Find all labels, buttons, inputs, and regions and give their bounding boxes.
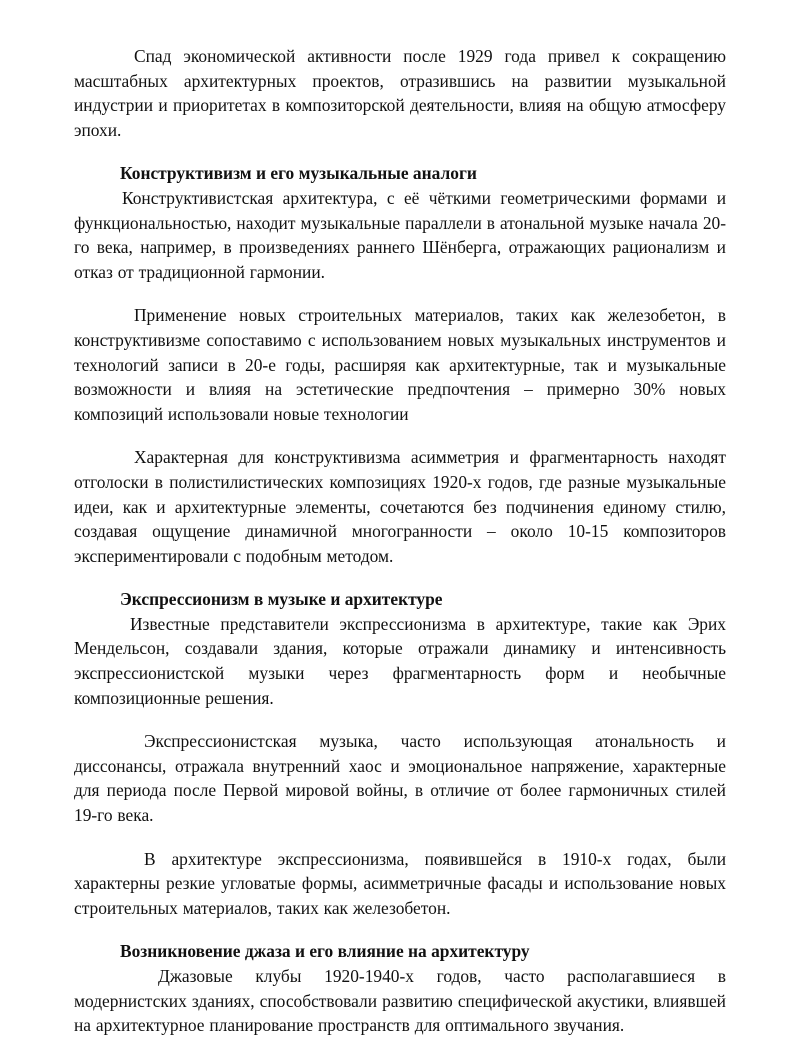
paragraph-expressionist-music: Экспрессионистская музыка, часто использующая атональность и диссонансы, отражала внутренний хаос и эмоциональное напряжение, характерные для периода после Первой мировой войны, в отличие от более гармоничных стилей 19-го века. — [74, 731, 726, 826]
document-page — [74, 44, 726, 1048]
paragraph-jazz-clubs: Джазовые клубы 1920-1940-х годов, часто располагавшиеся в модернистских зданиях, способствовали развитию специфической акустики, влиявшей на архитектурное планирование пространств для оптимального звучания. — [74, 966, 726, 1036]
paragraph-constructivist-architecture: Конструктивистская архитектура, с её чёткими геометрическими формами и функциональностью, находит музыкальные параллели в атональной музыке начала 20-го века, например, в произведениях раннего Шёнберга, отражающих рационализм и отказ от традиционной гармонии. — [74, 187, 726, 282]
paragraph-expressionist-architecture: В архитектуре экспрессионизма, появившейся в 1910-х годах, были характерны резкие угловатые формы, асимметричные фасады и использование новых строительных материалов, таких как железобетон. — [74, 848, 726, 918]
paragraph-expressionist-architects: Известные представители экспрессионизма в архитектуре, такие как Эрих Мендельсон, создавали здания, которые отражали динамику и интенсивность экспрессионистской музыки через фрагментарность форм и необычные композиционные решения. — [74, 613, 726, 708]
heading-jazz: Возникновение джаза и его влияние на архитектуру — [120, 941, 530, 962]
heading-constructivism: Конструктивизм и его музыкальные аналоги — [120, 163, 477, 184]
heading-expressionism: Экспрессионизм в музыке и архитектуре — [120, 589, 443, 610]
paragraph-economic-decline: Спад экономической активности после 1929 года привел к сокращению масштабных архитектурных проектов, отразившись на развитии музыкальной индустрии и приоритетах в композиторской деятельности, влияя на общую атмосферу эпохи. — [74, 46, 726, 140]
paragraph-asymmetry: Характерная для конструктивизма асимметрия и фрагментарность находят отголоски в полистилистических композициях 1920-х годов, где разные музыкальные идеи, как и архитектурные элементы, сочетаются без подчинения единому стилю, создавая ощущение динамичной многогранности – около 10-15 композиторов экспериментировали с подобным методом. — [74, 447, 726, 566]
paragraph-new-materials: Применение новых строительных материалов, таких как железобетон, в конструктивизме сопоставимо с использованием новых музыкальных инструментов и технологий записи в 20-е годы, расширяя как архитектурные, так и музыкальные возможности и влияя на эстетические предпочтения – примерно 30% новых композиций использовали новые технологии — [74, 305, 726, 424]
